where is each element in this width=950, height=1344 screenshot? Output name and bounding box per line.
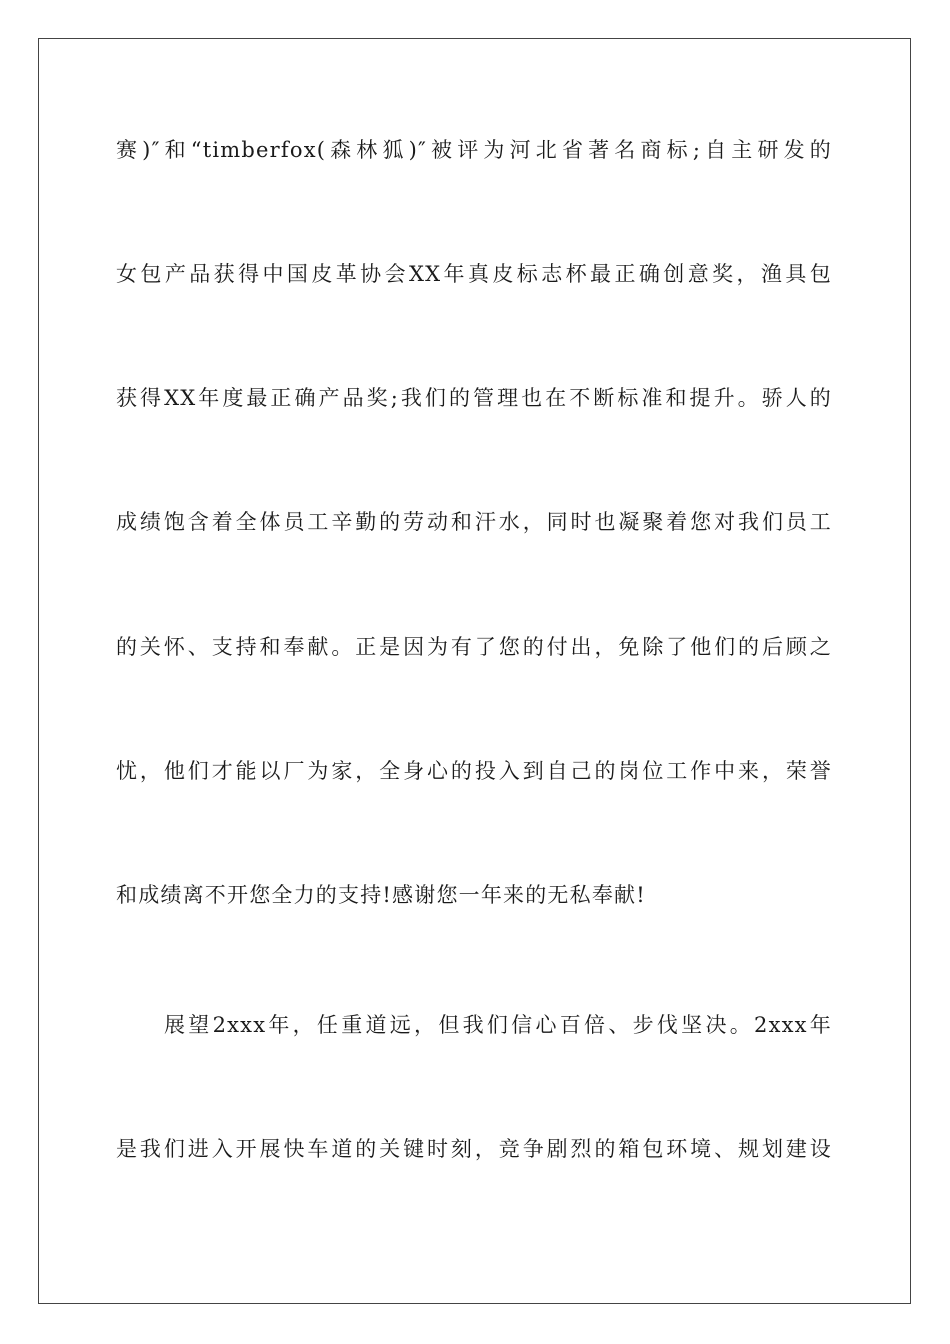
text-line-6: 忧，他们才能以厂为家，全身心的投入到自己的岗位工作中来，荣誉 bbox=[116, 759, 832, 783]
text-line-7: 和成绩离不开您全力的支持!感谢您一年来的无私奉献! bbox=[116, 883, 646, 907]
text-line-1: 赛)″和“timberfox(森林狐)″被评为河北省著名商标;自主研发的 bbox=[116, 138, 832, 162]
text-line-8: 展望2xxx年，任重道远，但我们信心百倍、步伐坚决。2xxx年 bbox=[164, 1013, 832, 1037]
text-line-4: 成绩饱含着全体员工辛勤的劳动和汗水，同时也凝聚着您对我们员工 bbox=[116, 510, 832, 534]
text-line-3: 获得XX年度最正确产品奖;我们的管理也在不断标准和提升。骄人的 bbox=[116, 386, 832, 410]
text-line-9: 是我们进入开展快车道的关键时刻，竞争剧烈的箱包环境、规划建设 bbox=[116, 1137, 832, 1161]
page-border bbox=[38, 38, 911, 1304]
text-line-5: 的关怀、支持和奉献。正是因为有了您的付出，免除了他们的后顾之 bbox=[116, 635, 832, 659]
text-line-2: 女包产品获得中国皮革协会XX年真皮标志杯最正确创意奖，渔具包 bbox=[116, 262, 832, 286]
